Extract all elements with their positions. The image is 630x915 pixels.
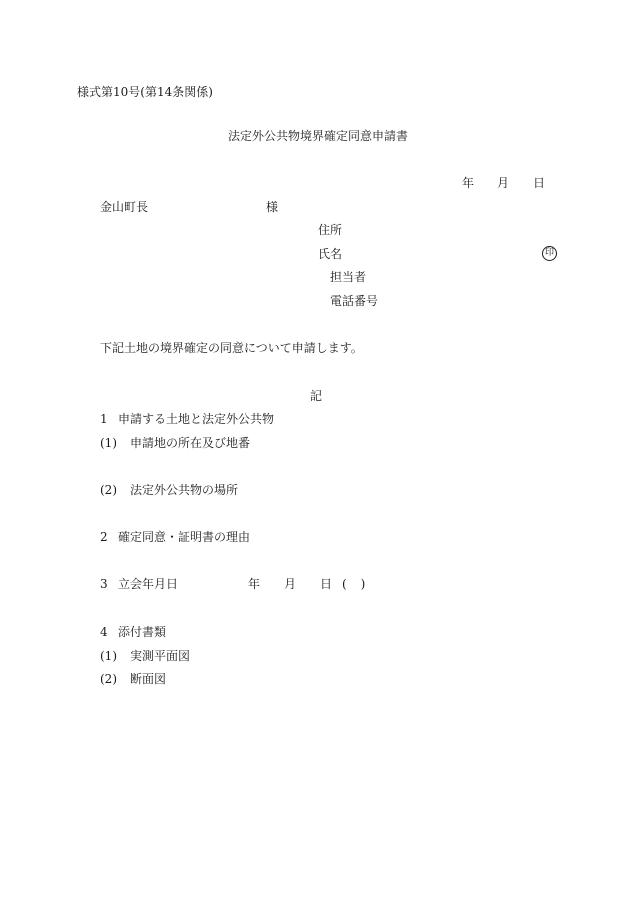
addressee-honorific: 様 [266,200,279,214]
date-month: 月 [497,176,510,190]
item-4-label: 添付書類 [118,625,167,639]
item-2-label: 確定同意・証明書の理由 [118,530,251,544]
item-2-number: 2 [100,530,108,544]
request-statement: 下記土地の境界確定の同意について申請します。 [100,341,363,355]
item-3-month: 月 [284,577,297,591]
item-4-sub1-label: 実測平面図 [130,649,191,663]
item-3-weekday: ( ) [342,577,367,591]
date-year: 年 [462,176,475,190]
item-1-number: 1 [100,412,108,426]
item-3-day: 日 [320,577,333,591]
date-day: 日 [533,176,546,190]
address-label: 住所 [318,223,343,237]
item-3-label: 立会年月日 [118,577,179,591]
item-1-sub2-label: 法定外公共物の場所 [130,483,239,497]
item-4-number: 4 [100,625,108,639]
ki-heading: 記 [310,389,323,403]
addressee-name: 金山町長 [100,200,149,214]
contact-person-label: 担当者 [330,270,367,284]
form-number: 様式第10号(第14条関係) [77,85,213,99]
item-1-sub1-number: (1) [100,436,117,450]
item-1-sub2-number: (2) [100,483,117,497]
item-3-year: 年 [248,577,261,591]
item-1-sub1-label: 申請地の所在及び地番 [130,436,251,450]
phone-label: 電話番号 [330,294,379,308]
item-4-sub1-number: (1) [100,649,117,663]
document-title: 法定外公共物境界確定同意申請書 [228,129,409,143]
name-label: 氏名 [318,247,343,261]
item-4-sub2-label: 断面図 [130,672,167,686]
item-1-label: 申請する土地と法定外公共物 [118,412,275,426]
seal-mark: 印 [542,246,557,261]
item-4-sub2-number: (2) [100,672,117,686]
item-3-number: 3 [100,577,108,591]
